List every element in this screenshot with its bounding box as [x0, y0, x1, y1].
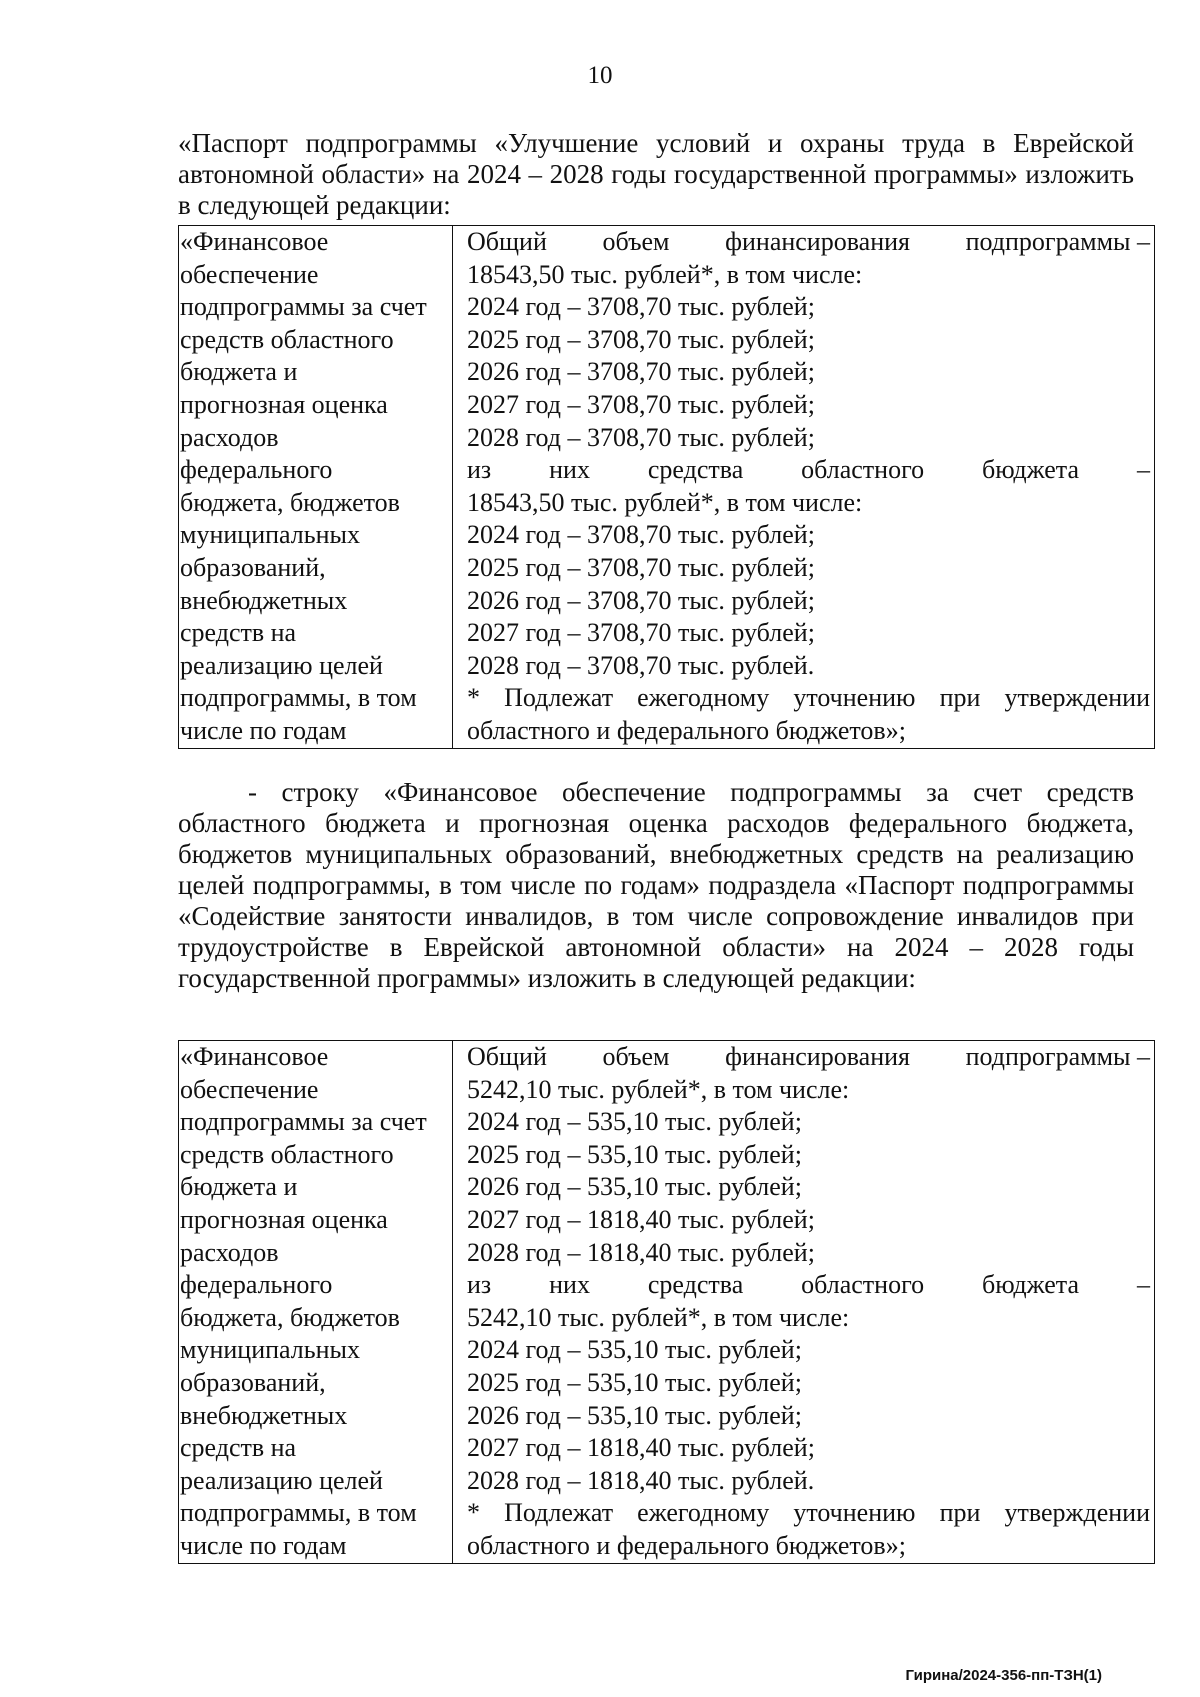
label-line: средств областного — [180, 1139, 394, 1169]
regional-amount: 5242,10 тыс. рублей*, в том числе: — [467, 1302, 850, 1332]
footnote-end: областного и федерального бюджетов»; — [467, 715, 906, 745]
label-line: средств на — [180, 618, 297, 648]
total-amount: 5242,10 тыс. рублей*, в том числе: — [467, 1074, 850, 1104]
word: областного — [801, 1270, 925, 1300]
word: подпрограммы – — [965, 1042, 1150, 1071]
regional-year-amount: 2028 год – 1818,40 тыс. рублей. — [467, 1465, 815, 1495]
regional-budget-heading — [467, 1269, 1150, 1302]
label-line: бюджета, бюджетов — [180, 1302, 400, 1332]
word: Подлежат — [504, 1498, 614, 1528]
label-line: реализацию целей — [180, 650, 383, 680]
word: объем — [602, 227, 670, 256]
total-financing-heading — [467, 1041, 1150, 1074]
regional-year-amount: 2027 год – 3708,70 тыс. рублей; — [467, 618, 815, 648]
label-line: подпрограммы, в том — [180, 683, 417, 713]
word: объем — [602, 1042, 670, 1071]
label-line: подпрограммы за счет — [180, 292, 427, 322]
regional-year-amount: 2026 год – 535,10 тыс. рублей; — [467, 1400, 802, 1430]
financing-details-cell — [453, 1041, 1155, 1564]
word: Подлежат — [504, 683, 614, 713]
word: * — [467, 683, 480, 713]
label-line: числе по годам — [180, 1530, 347, 1560]
regional-year-amount: 2028 год – 3708,70 тыс. рублей. — [467, 650, 815, 680]
regional-year-amount: 2026 год – 3708,70 тыс. рублей; — [467, 585, 815, 615]
label-line: федерального — [180, 1270, 333, 1300]
table-row — [179, 1041, 1155, 1564]
financing-table-labor-protection — [178, 225, 1155, 749]
word: финансирования — [725, 227, 910, 256]
word: них — [549, 1270, 590, 1300]
word: из — [467, 455, 492, 485]
label-line: муниципальных — [180, 1335, 361, 1365]
year-amount: 2026 год – 3708,70 тыс. рублей; — [467, 357, 815, 387]
word: подпрограммы – — [965, 227, 1150, 256]
row-label-cell — [179, 226, 453, 749]
word: утверждении — [1004, 1498, 1150, 1528]
intro-paragraph: «Паспорт подпрограммы «Улучшение условий и охраны труда в Еврейской автономной области» на 2024 – 2028 годы государственной программы» изложить в следующей редакции: — [178, 128, 1134, 220]
label-line: образований, — [180, 552, 326, 582]
year-amount: 2025 год – 3708,70 тыс. рублей; — [467, 324, 815, 354]
word: средства — [647, 1270, 744, 1300]
footnote-line — [467, 1497, 1150, 1530]
label-line: бюджета и — [180, 357, 298, 387]
word: – — [1136, 455, 1150, 485]
word: при — [939, 1498, 981, 1528]
label-line: обеспечение — [180, 1074, 319, 1104]
word: бюджета — [982, 1270, 1079, 1300]
year-amount: 2028 год – 3708,70 тыс. рублей; — [467, 422, 815, 452]
word: уточнению — [793, 683, 916, 713]
year-amount: 2024 год – 3708,70 тыс. рублей; — [467, 292, 815, 322]
table-row — [179, 226, 1155, 749]
label-line: образований, — [180, 1367, 326, 1397]
regional-year-amount: 2025 год – 3708,70 тыс. рублей; — [467, 552, 815, 582]
word: ежегодному — [637, 683, 770, 713]
word: – — [1136, 1270, 1150, 1300]
label-line: бюджета, бюджетов — [180, 487, 400, 517]
word: бюджета — [982, 455, 1079, 485]
financing-table-disabled-employment — [178, 1040, 1155, 1564]
year-amount: 2028 год – 1818,40 тыс. рублей; — [467, 1237, 815, 1267]
label-line: внебюджетных — [180, 1400, 348, 1430]
label-line: «Финансовое — [180, 227, 329, 256]
regional-year-amount: 2027 год – 1818,40 тыс. рублей; — [467, 1433, 815, 1463]
second-paragraph: - строку «Финансовое обеспечение подпрограммы за счет средств областного бюджета и прогнозная оценка расходов федерального бюджета, бюджетов муниципальных образований, внебюджетных средств на реализацию целей подпрограммы, в том числе по годам» подраздела «Паспорт подпрограммы «Содействие занятости инвалидов, в том числе сопровождение инвалидов при трудоустройстве в Еврейской автономной области» на 2024 – 2028 годы государственной программы» изложить в следующей редакции: — [178, 777, 1134, 993]
label-line: средств на — [180, 1433, 297, 1463]
label-line: обеспечение — [180, 259, 319, 289]
year-amount: 2025 год – 535,10 тыс. рублей; — [467, 1139, 802, 1169]
label-line: муниципальных — [180, 520, 361, 550]
financing-details-cell — [453, 226, 1155, 749]
year-amount: 2026 год – 535,10 тыс. рублей; — [467, 1172, 802, 1202]
label-line: прогнозная оценка — [180, 1204, 388, 1234]
label-line: подпрограммы за счет — [180, 1107, 427, 1137]
label-line: внебюджетных — [180, 585, 348, 615]
regional-year-amount: 2025 год – 535,10 тыс. рублей; — [467, 1367, 802, 1397]
label-line: расходов — [180, 422, 279, 452]
label-line: расходов — [180, 1237, 279, 1267]
word: областного — [801, 455, 925, 485]
footer-document-code: Гирина/2024-356-пп-ТЗН(1) — [905, 1667, 1102, 1684]
word: Общий — [467, 227, 547, 256]
row-label-cell — [179, 1041, 453, 1564]
footnote-end: областного и федерального бюджетов»; — [467, 1530, 906, 1560]
label-line: бюджета и — [180, 1172, 298, 1202]
regional-budget-heading — [467, 454, 1150, 487]
year-amount: 2027 год – 1818,40 тыс. рублей; — [467, 1204, 815, 1234]
regional-year-amount: 2024 год – 3708,70 тыс. рублей; — [467, 520, 815, 550]
label-line: средств областного — [180, 324, 394, 354]
word: Общий — [467, 1042, 547, 1071]
label-line: реализацию целей — [180, 1465, 383, 1495]
word: уточнению — [793, 1498, 916, 1528]
footnote-line — [467, 682, 1150, 715]
label-line: федерального — [180, 455, 333, 485]
regional-year-amount: 2024 год – 535,10 тыс. рублей; — [467, 1335, 802, 1365]
year-amount: 2027 год – 3708,70 тыс. рублей; — [467, 389, 815, 419]
word: средства — [647, 455, 744, 485]
word: них — [549, 455, 590, 485]
label-line: числе по годам — [180, 715, 347, 745]
word: * — [467, 1498, 480, 1528]
page-number: 10 — [587, 62, 613, 89]
word: финансирования — [725, 1042, 910, 1071]
word: ежегодному — [637, 1498, 770, 1528]
word: утверждении — [1004, 683, 1150, 713]
label-line: «Финансовое — [180, 1042, 329, 1071]
year-amount: 2024 год – 535,10 тыс. рублей; — [467, 1107, 802, 1137]
total-financing-heading — [467, 226, 1150, 259]
word: при — [939, 683, 981, 713]
total-amount: 18543,50 тыс. рублей*, в том числе: — [467, 259, 863, 289]
label-line: подпрограммы, в том — [180, 1498, 417, 1528]
regional-amount: 18543,50 тыс. рублей*, в том числе: — [467, 487, 863, 517]
label-line: прогнозная оценка — [180, 389, 388, 419]
word: из — [467, 1270, 492, 1300]
